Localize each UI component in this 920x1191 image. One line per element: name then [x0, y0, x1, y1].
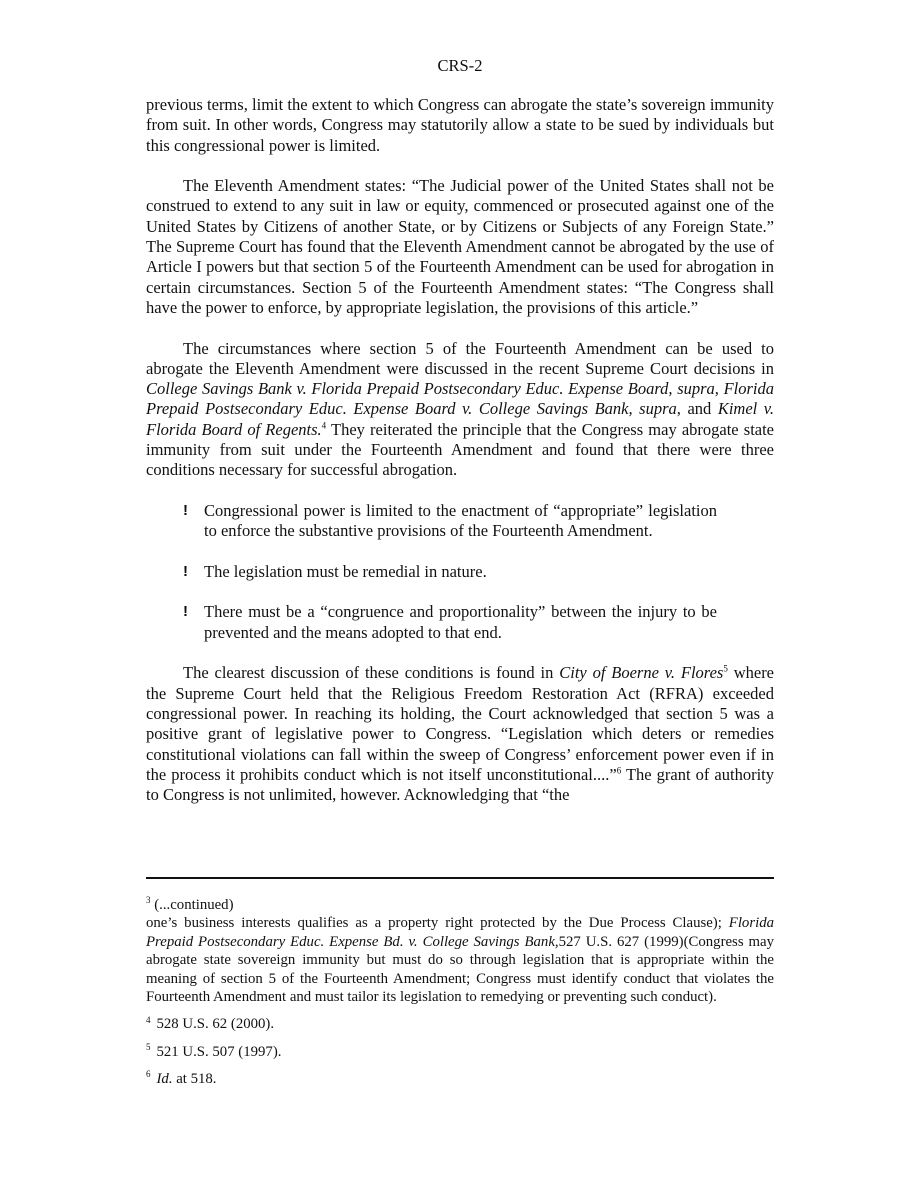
- footnote-3-text-a: one’s business interests qualifies as a property right protected by the Due Process Clause);: [146, 915, 729, 932]
- paragraph-4-text-c: The grant of authority to Congress is not unlimited, however. Acknowledging that “the: [146, 764, 774, 805]
- bullet-text: The legislation must be remedial in nature.: [204, 561, 487, 581]
- bullet-marker: !: [183, 562, 188, 580]
- paragraph-1: previous terms, limit the extent to which Congress can abrogate the state’s sovereign immunity from suit. In other words, Congress may statutorily allow a state to be sued by individuals but this congressional power is limited.: [146, 95, 774, 155]
- footnote-3-case: Florida Prepaid Postsecondary Educ. Expense Bd. v. College Savings Bank,: [146, 915, 774, 950]
- paragraph-3: [146, 339, 774, 481]
- footnote-ref-6: 6: [616, 765, 622, 776]
- footnote-4: [146, 1015, 774, 1033]
- case-citation-boerne: City of Boerne v. Flores: [559, 663, 724, 683]
- case-citation-college-savings: College Savings Bank v. Florida Prepaid Postsecondary Educ. Expense Board, supra, Florida Prepaid Postsecondary Educ. Expense Board v. College Savings Bank, supra: [146, 379, 774, 419]
- paragraph-2: The Eleventh Amendment states: “The Judicial power of the United States shall not be construed to extend to any suit in law or equity, commenced or prosecuted against one of the United States by Citizens of another State, or by Citizens or Subjects of any Foreign State.” The Supreme Court has found that the Eleventh Amendment cannot be abrogated by the use of Article I powers but that section 5 of the Fourteenth Amendment can be used for abrogation in certain circumstances. Section 5 of the Fourteenth Amendment states: “The Congress shall have the power to enforce, by appropriate legislation, the provisions of this article.”: [146, 176, 774, 317]
- footnote-divider: [146, 877, 774, 879]
- footnote-ref-4: 4: [321, 420, 327, 431]
- footnote-3-header: [146, 896, 774, 914]
- list-item: [146, 501, 774, 542]
- footnote-continued: (...continued): [154, 897, 234, 913]
- footnote-number-3: 3: [146, 895, 151, 906]
- footnote-4-text: 528 U.S. 62 (2000).: [156, 1016, 275, 1033]
- footnote-3-body: [146, 914, 774, 1006]
- paragraph-3-text-a: The circumstances where section 5 of the Fourteenth Amendment can be used to abrogate the Eleventh Amendment were discussed in the recent Supreme Court decisions in: [146, 338, 774, 378]
- paragraph-4-text-b: where the Supreme Court held that the Religious Freedom Restoration Act (RFRA) exceeded congressional power. In reaching its holding, the Court acknowledged that section 5 was a positive grant of legislative power to Congress. “Legislation which deters or remedies constitutional violations can fall within the sweep of Congress’ enforcement power even if in the process it prohibits conduct which is not itself unconstitutional....”: [146, 663, 775, 784]
- bullet-marker: !: [183, 603, 188, 621]
- document-body: [146, 95, 774, 826]
- footnote-6: [146, 1070, 774, 1088]
- footnote-5-text: 521 U.S. 507 (1997).: [156, 1043, 282, 1060]
- list-item: [146, 602, 774, 643]
- footnote-number-4: 4: [146, 1014, 151, 1025]
- footnote-number-6: 6: [146, 1069, 151, 1080]
- paragraph-3-text-c: They reiterated the principle that the Congress may abrogate state immunity from suit under the Fourteenth Amendment and found that there were three conditions necessary for successful abrogation.: [146, 419, 775, 480]
- paragraph-4-text-a: The clearest discussion of these conditions is found in: [183, 663, 560, 683]
- footnote-ref-5: 5: [723, 663, 728, 674]
- footnote-5: [146, 1043, 774, 1061]
- footnote-6-text: at 518.: [172, 1071, 217, 1088]
- conditions-list: [146, 501, 774, 643]
- footnote-6-id: Id.: [156, 1071, 173, 1088]
- footnote-3-text-b: 527 U.S. 627 (1999)(Congress may abrogate state sovereign immunity but must do so through legislation that is appropriate within the meaning of section 5 of the Fourteenth Amendment; Congress must identify conduct that violates the Fourteenth Amendment and must tailor its legislation to remedying or preventing such conduct).: [146, 933, 774, 1006]
- paragraph-4: [146, 663, 774, 805]
- page-header: CRS-2: [437, 56, 483, 75]
- paragraph-3-text-b: , and: [676, 399, 718, 419]
- case-citation-kimel: Kimel v. Florida Board of Regents.: [146, 399, 774, 439]
- footnote-number-5: 5: [146, 1041, 151, 1052]
- bullet-text: Congressional power is limited to the enactment of “appropriate” legislation to enforce the substantive provisions of the Fourteenth Amendment.: [204, 500, 717, 541]
- footnotes: [146, 896, 774, 1089]
- bullet-text: There must be a “congruence and proportionality” between the injury to be prevented and the means adopted to that end.: [204, 602, 717, 642]
- list-item: [146, 562, 774, 582]
- bullet-marker: !: [183, 501, 188, 519]
